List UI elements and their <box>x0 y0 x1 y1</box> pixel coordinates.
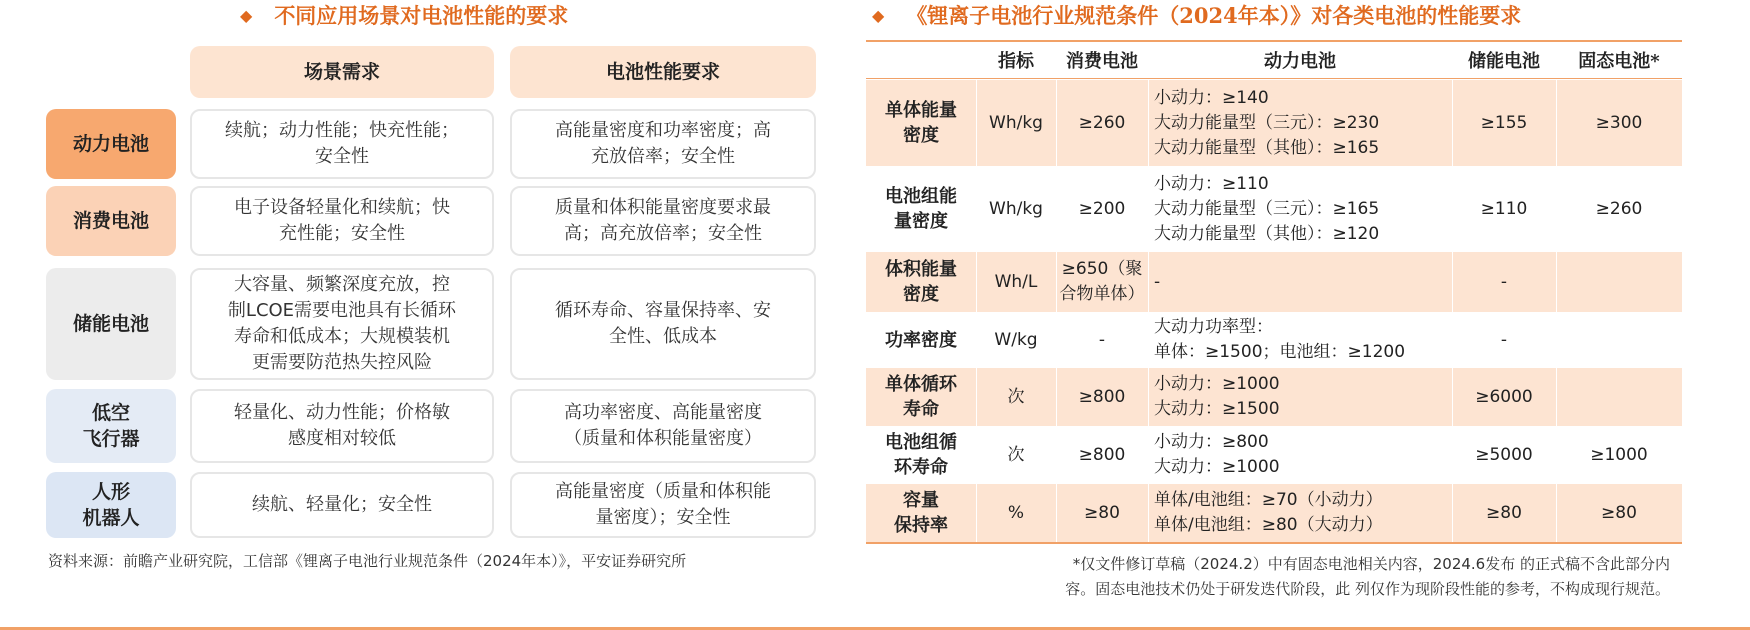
column-divider <box>1148 368 1149 426</box>
column-divider <box>1556 368 1557 426</box>
column-divider <box>1148 166 1149 252</box>
power-cell: 小动力：≥140 大动力能量型（三元）：≥230 大动力能量型（其他）：≥165 <box>1154 87 1380 158</box>
indicator-cell: 电池组循 环寿命 <box>885 432 957 478</box>
consumer-cell: ≥650（聚 合物单体） <box>1059 259 1145 304</box>
solid-cell <box>1556 368 1682 426</box>
header-solid: 固态电池* <box>1578 51 1660 72</box>
column-divider <box>1056 484 1057 542</box>
column-divider <box>976 80 977 166</box>
storage-cell: ≥6000 <box>1475 386 1533 407</box>
column-divider <box>1056 368 1057 426</box>
column-divider <box>976 368 977 426</box>
header-perf-req: 电池性能要求 <box>510 46 816 98</box>
column-divider <box>1452 252 1453 312</box>
solid-cell <box>1556 252 1682 312</box>
unit-cell: Wh/kg <box>989 198 1043 219</box>
diamond-bullet-icon: ◆ <box>872 6 885 25</box>
column-divider <box>976 426 977 484</box>
perf-req-cell: 高能量密度和功率密度；高 充放倍率；安全性 <box>510 109 816 179</box>
solid-cell: ≥80 <box>1601 502 1637 523</box>
header-storage: 储能电池 <box>1468 51 1540 72</box>
consumer-cell: ≥200 <box>1078 198 1126 219</box>
table-row <box>866 484 1682 542</box>
scene-label: 人形 机器人 <box>46 472 176 538</box>
indicator-cell: 容量 保持率 <box>894 490 948 536</box>
battery-spec-table <box>866 40 1682 544</box>
scene-label: 动力电池 <box>46 109 176 179</box>
indicator-cell: 单体循环 寿命 <box>885 374 957 420</box>
column-divider <box>1452 426 1453 484</box>
unit-cell: Wh/kg <box>989 112 1043 133</box>
indicator-cell: 功率密度 <box>885 329 957 351</box>
storage-cell: ≥80 <box>1486 502 1522 523</box>
column-divider <box>1148 80 1149 166</box>
storage-cell: ≥5000 <box>1475 444 1533 465</box>
column-divider <box>976 484 977 542</box>
header-indicator: 指标 <box>998 51 1034 72</box>
column-divider <box>1452 166 1453 252</box>
power-cell: 小动力：≥800 大动力：≥1000 <box>1154 432 1280 477</box>
column-divider <box>976 166 977 252</box>
table-row <box>866 426 1682 484</box>
column-divider <box>1452 312 1453 368</box>
column-divider <box>1056 312 1057 368</box>
left-title-text: 不同应用场景对电池性能的要求 <box>274 3 569 28</box>
storage-cell: - <box>1500 271 1508 292</box>
unit-cell: % <box>1007 502 1025 523</box>
scene-need-cell: 轻量化、动力性能；价格敏 感度相对较低 <box>190 389 494 463</box>
perf-req-cell: 高功率密度、高能量密度 （质量和体积能量密度） <box>510 389 816 463</box>
header-power: 动力电池 <box>1264 51 1336 72</box>
right-title-text: 《锂离子电池行业规范条件（2024年本）》对各类电池的性能要求 <box>906 3 1522 28</box>
consumer-cell: ≥260 <box>1078 112 1126 133</box>
column-divider <box>1056 80 1057 166</box>
table-row <box>866 368 1682 426</box>
column-divider <box>1556 426 1557 484</box>
perf-req-cell: 质量和体积能量密度要求最 高；高充放倍率；安全性 <box>510 186 816 256</box>
column-divider <box>1148 312 1149 368</box>
header-consumer: 消费电池 <box>1066 51 1138 72</box>
unit-cell: W/kg <box>994 329 1038 350</box>
diamond-bullet-icon: ◆ <box>240 6 253 25</box>
indicator-cell: 体积能量 密度 <box>885 259 957 305</box>
unit-cell: Wh/L <box>994 271 1038 292</box>
column-divider <box>1148 484 1149 542</box>
power-cell: 小动力：≥110 大动力能量型（三元）：≥165 大动力能量型（其他）：≥120 <box>1154 173 1380 244</box>
perf-req-cell: 循环寿命、容量保持率、安 全性、低成本 <box>510 268 816 380</box>
table-row <box>866 312 1682 368</box>
column-divider <box>1556 166 1557 252</box>
storage-cell: ≥155 <box>1480 112 1528 133</box>
table-row <box>866 166 1682 252</box>
scene-need-cell: 续航；动力性能；快充性能； 安全性 <box>190 109 494 179</box>
indicator-cell: 电池组能 量密度 <box>885 186 957 232</box>
unit-cell: 次 <box>1007 386 1025 407</box>
column-divider <box>976 252 977 312</box>
solid-cell <box>1556 312 1682 368</box>
column-divider <box>1452 80 1453 166</box>
solid-state-footnote: *仅文件修订草稿（2024.2）中有固态电池相关内容，2024.6发布 的正式稿不含此部分内容。固态电池技术仍处于研发迭代阶段，此 列仅作为现阶段性能的参考，不构成现行规范。 <box>1065 555 1670 598</box>
scene-need-cell: 续航、轻量化；安全性 <box>190 472 494 538</box>
left-section-title <box>240 0 568 32</box>
column-divider <box>1556 80 1557 166</box>
column-divider <box>1452 484 1453 542</box>
column-divider <box>1452 368 1453 426</box>
right-section-title <box>872 0 1521 32</box>
storage-cell: - <box>1500 329 1508 350</box>
unit-cell: 次 <box>1007 444 1025 465</box>
perf-req-cell: 高能量密度（质量和体积能 量密度）；安全性 <box>510 472 816 538</box>
source-note: 资料来源：前瞻产业研究院，工信部《锂离子电池行业规范条件（2024年本）》，平安证券研究所 <box>48 552 687 570</box>
column-divider <box>1148 252 1149 312</box>
table-header-row <box>866 42 1682 79</box>
power-cell: 大动力功率型： 单体：≥1500；电池组：≥1200 <box>1154 317 1406 362</box>
table-row <box>866 252 1682 312</box>
column-divider <box>1056 252 1057 312</box>
consumer-cell: - <box>1098 329 1106 350</box>
solid-cell: ≥300 <box>1595 112 1643 133</box>
consumer-cell: ≥800 <box>1078 444 1126 465</box>
column-divider <box>976 312 977 368</box>
power-cell: 小动力：≥1000 大动力：≥1500 <box>1154 374 1280 419</box>
consumer-cell: ≥80 <box>1084 502 1120 523</box>
scene-label: 储能电池 <box>46 268 176 380</box>
scene-need-cell: 大容量、频繁深度充放，控 制LCOE需要电池具有长循环 寿命和低成本；大规模装机 更需要防范热失控风险 <box>190 268 494 380</box>
consumer-cell: ≥800 <box>1078 386 1126 407</box>
scene-label: 低空 飞行器 <box>46 389 176 463</box>
storage-cell: ≥110 <box>1480 198 1528 219</box>
column-divider <box>1056 166 1057 252</box>
indicator-cell: 单体能量 密度 <box>885 100 957 146</box>
power-cell: - <box>1154 271 1161 292</box>
table-row <box>866 80 1682 166</box>
scene-need-cell: 电子设备轻量化和续航；快 充性能；安全性 <box>190 186 494 256</box>
power-cell: 单体/电池组：≥70（小动力） 单体/电池组：≥80（大动力） <box>1154 490 1383 535</box>
header-scene-need: 场景需求 <box>190 46 494 98</box>
column-divider <box>1556 252 1557 312</box>
scene-label: 消费电池 <box>46 186 176 256</box>
column-divider <box>1056 426 1057 484</box>
table-bottom-border <box>866 542 1682 544</box>
column-divider <box>1556 312 1557 368</box>
column-divider <box>1148 426 1149 484</box>
solid-cell: ≥1000 <box>1590 444 1648 465</box>
column-divider <box>1556 484 1557 542</box>
solid-cell: ≥260 <box>1595 198 1643 219</box>
